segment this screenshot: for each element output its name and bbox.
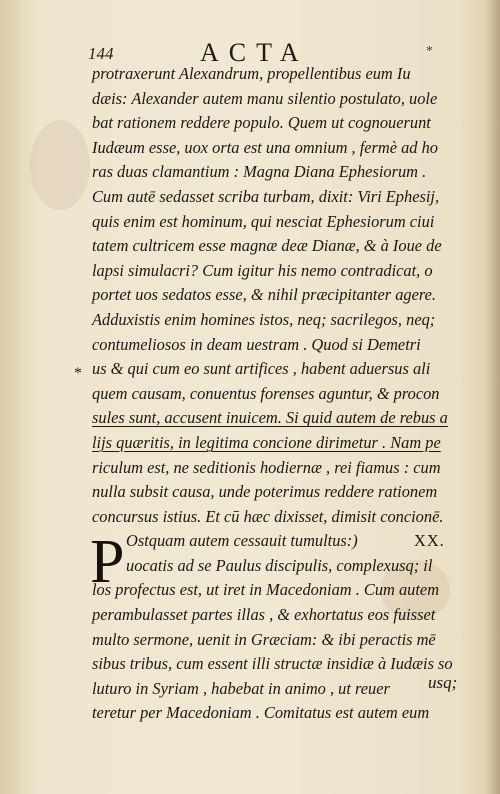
header-ornament: *: [426, 44, 433, 59]
paper-stain: [30, 120, 90, 210]
page-number: 144: [88, 44, 114, 63]
catchword: usq;: [428, 673, 458, 692]
text-line: teretur per Macedoniam . Comitatus est autem eum: [92, 703, 430, 723]
text-line: luturo in Syriam , habebat in animo , ut reuer: [92, 678, 390, 698]
binding-shadow: [486, 0, 500, 794]
text-line: Cum autē sedasset scriba turbam, dixit: Viri Ephesij,: [92, 186, 440, 206]
text-line: tatem cultricem esse magnæ deæ Dianæ, & à Ioue de: [92, 236, 442, 256]
marginal-asterisk: *: [74, 365, 82, 382]
text-line: quis enim est hominum, qui nesciat Ephesiorum ciui: [92, 211, 435, 231]
text-line: Adduxistis enim homines istos, neq; sacrilegos, neq;: [92, 309, 436, 329]
text-line: riculum est, ne seditionis hodiernæ , rei fiamus : cum: [92, 457, 441, 477]
chapter-opening-text: Ostquam autem cessauit tumultus:): [126, 531, 358, 551]
text-line: protraxerunt Alexandrum, propellentibus eum Iu: [92, 64, 411, 83]
text-line: us & qui cum eo sunt artifices , habent aduersus ali: [92, 359, 431, 379]
drop-cap: P: [90, 528, 125, 597]
body-text: [92, 62, 462, 726]
text-line: multo sermone, uenit in Græciam: & ibi peractis mē: [92, 629, 436, 649]
text-line: perambulasset partes illas , & exhortatus eos fuisset: [92, 605, 436, 625]
text-line: bat rationem reddere populo. Quem ut cognouerunt: [92, 113, 431, 133]
text-line: nulla subsit causa, unde poterimus reddere rationem: [92, 482, 438, 502]
text-line: portet uos sedatos esse, & nihil præcipitanter agere.: [92, 285, 437, 305]
text-line: quem causam, conuentus forenses aguntur, & procon: [92, 383, 440, 403]
text-line: sibus tribus, cum essent illi structæ insidiæ à Iudæis so: [92, 654, 453, 674]
text-line: dæis: Alexander autem manu silentio postulato, uole: [92, 88, 438, 108]
text-line: contumeliosos in deam uestram . Quod si Demetri: [92, 334, 421, 354]
running-head: ACTA: [200, 38, 309, 67]
text-line: lapsi simulacri? Cum igitur his nemo contradicat, o: [92, 260, 433, 280]
text-line-underlined: sules sunt, accusent inuicem. Si quid autem de rebus a: [92, 408, 448, 428]
text-line: concursus istius. Et cū hæc dixisset, dimisit concionē.: [92, 506, 444, 526]
chapter-number: XX.: [414, 531, 445, 551]
text-line: ras duas clamantium : Magna Diana Ephesiorum .: [92, 162, 427, 182]
text-line: uocatis ad se Paulus discipulis, complexusq; il: [126, 555, 433, 575]
text-line-underlined: lijs quæritis, in legitima concione dirimetur . Nam pe: [92, 432, 441, 452]
text-line: los profectus est, ut iret in Macedoniam . Cum autem: [92, 580, 440, 600]
text-line: Iudæum esse, uox orta est una omnium , fermè ad ho: [92, 137, 438, 157]
